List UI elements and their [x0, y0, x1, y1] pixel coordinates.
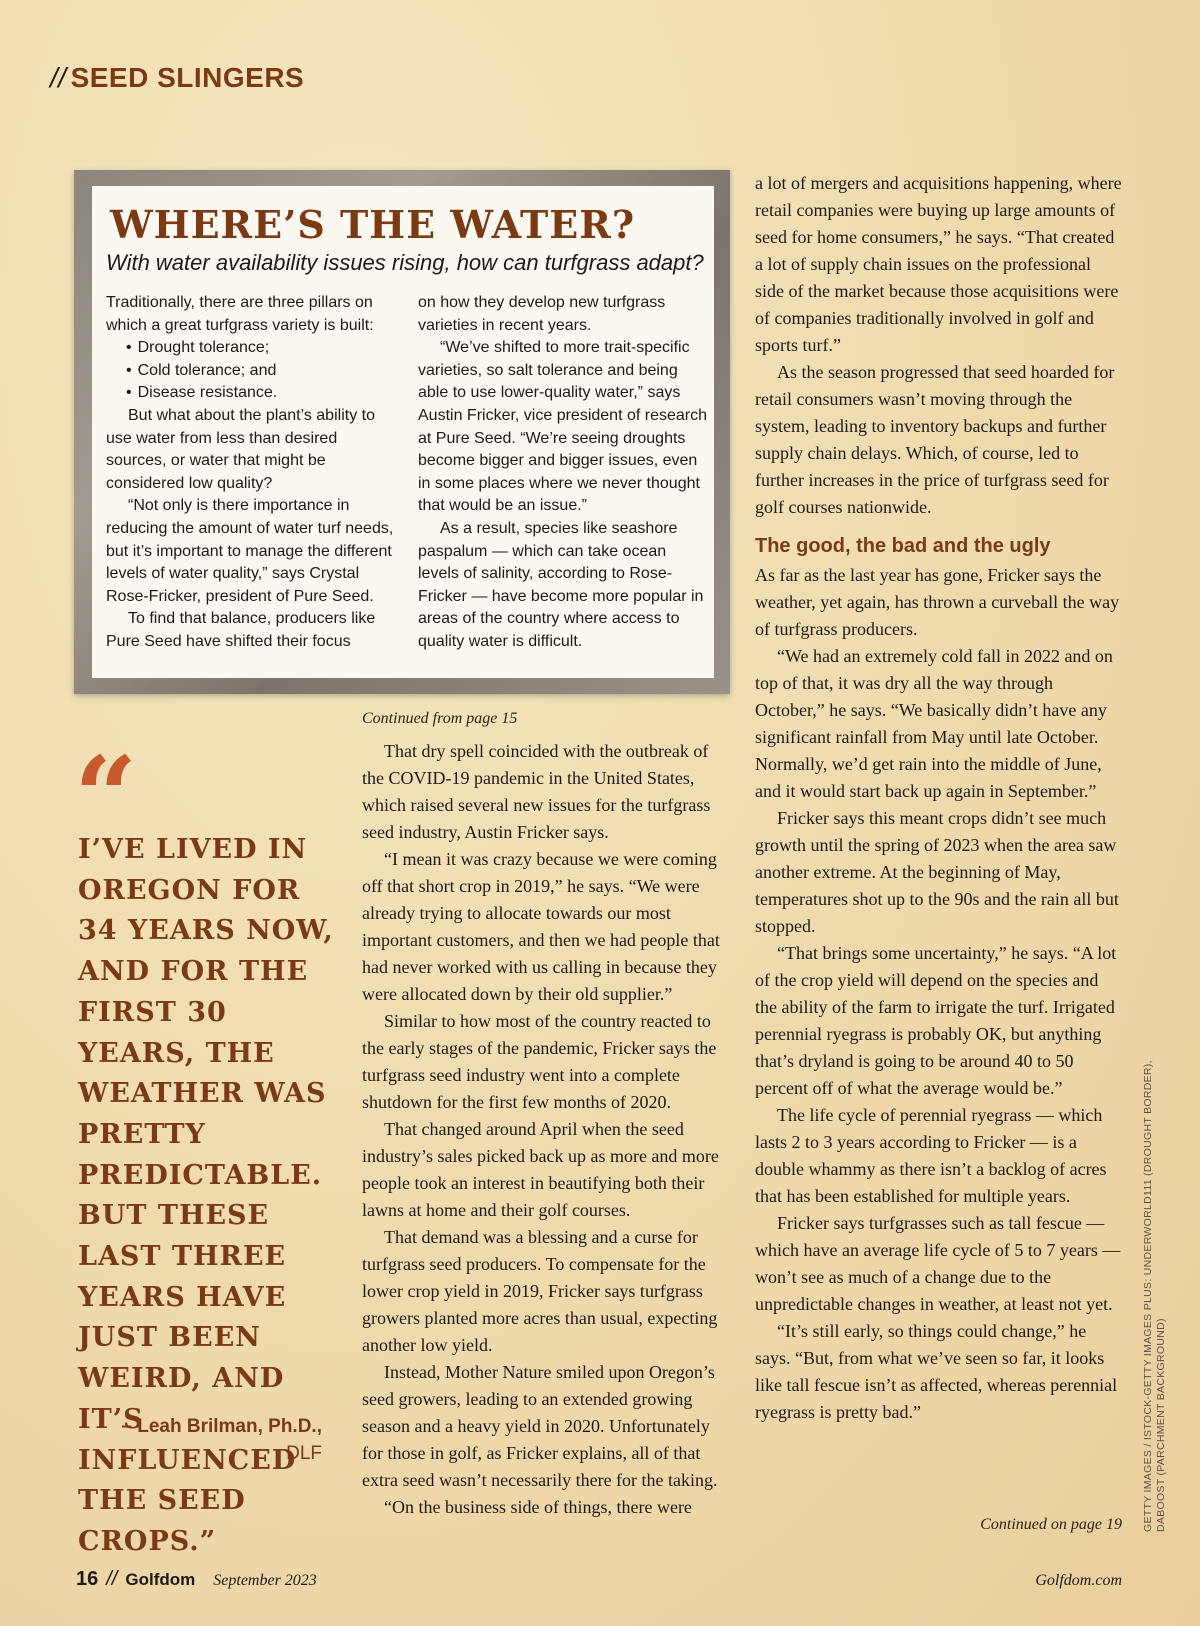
article-paragraph: “We had an extremely cold fall in 2022 and on top of that, it was dry all the way through October,” he says. “We basically didn’t have any significant rainfall from May until late October. Normally, we’d get rain into the middle of June, and it would start back up again in September.” [755, 646, 1113, 801]
sidebar-column-right [418, 292, 708, 654]
article-paragraph: Fricker says turfgrasses such as tall fescue — which have an average life cycle of 5 to 7 years — won’t see as much of a change due to the unpredictable changes in weather, at least not yet. [755, 1213, 1121, 1314]
pull-quote: I’VE LIVED IN OREGON FOR 34 YEARS NOW, AND FOR THE FIRST 30 YEARS, THE WEATHER WAS PRETTY PREDICTABLE. BUT THESE LAST THREE YEARS HAVE JUST BEEN WEIRD, AND IT’S INFLUENCED THE SEED CROPS.” [78, 834, 334, 1557]
sidebar-subtitle: With water availability issues rising, how can turfgrass adapt? [106, 250, 704, 275]
quote-attribution-org: DLF [286, 1443, 322, 1464]
article-paragraph: The life cycle of perennial ryegrass — which lasts 2 to 3 years according to Fricker — is a double whammy as there isn’t a backlog of acres that has been established for multiple years. [755, 1105, 1107, 1206]
article-paragraph: “That brings some uncertainty,” he says. “A lot of the crop yield will depend on the species and the ability of the farm to irrigate the turf. Irrigated perennial ryegrass is probably OK, but anything that’s dryland is going to be around 40 to 50 percent off of what the average would be.” [755, 943, 1117, 1098]
article-paragraph: That demand was a blessing and a curse for turfgrass seed producers. To compensate for the lower crop yield in 2019, Fricker says turfgrass growers planted more acres than usual, expecting another low yield. [362, 1227, 718, 1355]
sidebar-paragraph: But what about the plant’s ability to use water from less than desired sources, or water that might be considered low quality? [106, 406, 375, 492]
article-paragraph: Instead, Mother Nature smiled upon Oregon’s seed growers, leading to an extended growing season and a heavy yield in 2020. Unfortunately for those in golf, as Fricker explains, all of that extra seed wasn’t necessarily there for the taking. [362, 1362, 718, 1490]
sidebar-column-left [106, 292, 396, 654]
article-paragraph: Fricker says this meant crops didn’t see much growth until the spring of 2023 when the area saw another extreme. At the beginning of May, temperatures shot up to the 90s and the rain all but stopped. [755, 808, 1119, 936]
article-paragraph: “I mean it was crazy because we were coming off that short crop in 2019,” he says. “We were already trying to allocate towards our most important customers, and then we had people that had never worked with us calling in because they were allocated down by their old supplier.” [362, 849, 720, 1004]
article-column-right [755, 170, 1123, 1426]
quote-mark-icon: “ [74, 732, 138, 861]
article-paragraph: As far as the last year has gone, Fricker says the weather, yet again, has thrown a curveball the way of turfgrass producers. [755, 565, 1120, 639]
continued-from: Continued from page 15 [362, 710, 518, 727]
article-paragraph: As the season progressed that seed hoarded for retail consumers wasn’t moving through the system, leading to inventory backups and further supply chain delays. Which, of course, led to further increases in the price of turfgrass seed for golf courses nationwide. [755, 362, 1115, 517]
publication-name: Golfdom [125, 1570, 196, 1589]
footer-folio [76, 1568, 317, 1591]
sidebar-paragraph: “We’ve shifted to more trait-specific varieties, so salt tolerance and being able to use lower-quality water,” says Austin Fricker, vice president of research at Pure Seed. “We’re seeing droughts become bigger and bigger issues, even in some places where we never thought that would be an issue.” [418, 339, 708, 515]
sidebar-paragraph: To find that balance, producers like Pure Seed have shifted their focus [106, 610, 376, 650]
article-paragraph: That dry spell coincided with the outbreak of the COVID-19 pandemic in the United States, which raised several new issues for the turfgrass seed industry, Austin Fricker says. [362, 741, 711, 842]
article-subhead: The good, the bad and the ugly [755, 535, 1051, 557]
pillars-list [106, 337, 396, 405]
article-paragraph: Similar to how most of the country reacted to the early stages of the pandemic, Fricker says the turfgrass seed industry went into a complete shutdown for the first few months of 2020. [362, 1011, 717, 1112]
page-number: 16 [76, 1568, 99, 1590]
image-credit-line: GETTY IMAGES / ISTOCK-GETTY IMAGES PLUS: UNDERWORLD111 (DROUGHT BORDER), [1142, 1060, 1154, 1532]
footer-slashes: // [106, 1568, 118, 1590]
quote-attribution-name: – Leah Brilman, Ph.D., [121, 1416, 322, 1437]
section-header [50, 62, 304, 94]
sidebar-paragraph: As a result, species like seashore paspalum — which can take ocean levels of salinity, according to Rose-Fricker — have become more popular in areas of the country where access to quality water is difficult. [418, 519, 704, 650]
list-item: • Cold tolerance; and [140, 360, 396, 383]
sidebar-paragraph: Traditionally, there are three pillars on which a great turfgrass variety is built: [106, 294, 374, 334]
article-paragraph: “On the business side of things, there were [384, 1497, 692, 1517]
website-url: Golfdom.com [1035, 1572, 1122, 1589]
sidebar-paragraph: on how they develop new turfgrass varieties in recent years. [418, 294, 666, 334]
list-item: • Disease resistance. [140, 382, 396, 405]
article-paragraph: “It’s still early, so things could change,” he says. “But, from what we’ve seen so far, it looks like tall fescue isn’t as affected, whereas perennial ryegrass is pretty bad.” [755, 1321, 1118, 1422]
issue-date: September 2023 [213, 1572, 317, 1589]
image-credit [1142, 1060, 1168, 1532]
sidebar-title: WHERE’S THE WATER? [110, 202, 636, 247]
header-slashes: // [50, 62, 67, 93]
image-credit-line: DABOOST (PARCHMENT BACKGROUND) [1155, 1318, 1167, 1532]
article-paragraph: That changed around April when the seed industry’s sales picked back up as more and more people took an interest in beautifying both their lawns at home and their golf courses. [362, 1119, 719, 1220]
sidebar-paragraph: “Not only is there importance in reducing the amount of water turf needs, but it’s important to manage the different levels of water quality,” says Crystal Rose-Fricker, president of Pure Seed. [106, 497, 394, 605]
article-column-middle [362, 738, 730, 1521]
section-title: SEED SLINGERS [70, 62, 305, 93]
list-item: • Drought tolerance; [140, 337, 396, 360]
article-paragraph: a lot of mergers and acquisitions happening, where retail companies were buying up large amounts of seed for home consumers,” he says. “That created a lot of supply chain issues on the professional side of the market because those acquisitions were of companies traditionally involved in golf and sports turf.” [755, 173, 1122, 355]
continued-on: Continued on page 19 [980, 1516, 1122, 1533]
